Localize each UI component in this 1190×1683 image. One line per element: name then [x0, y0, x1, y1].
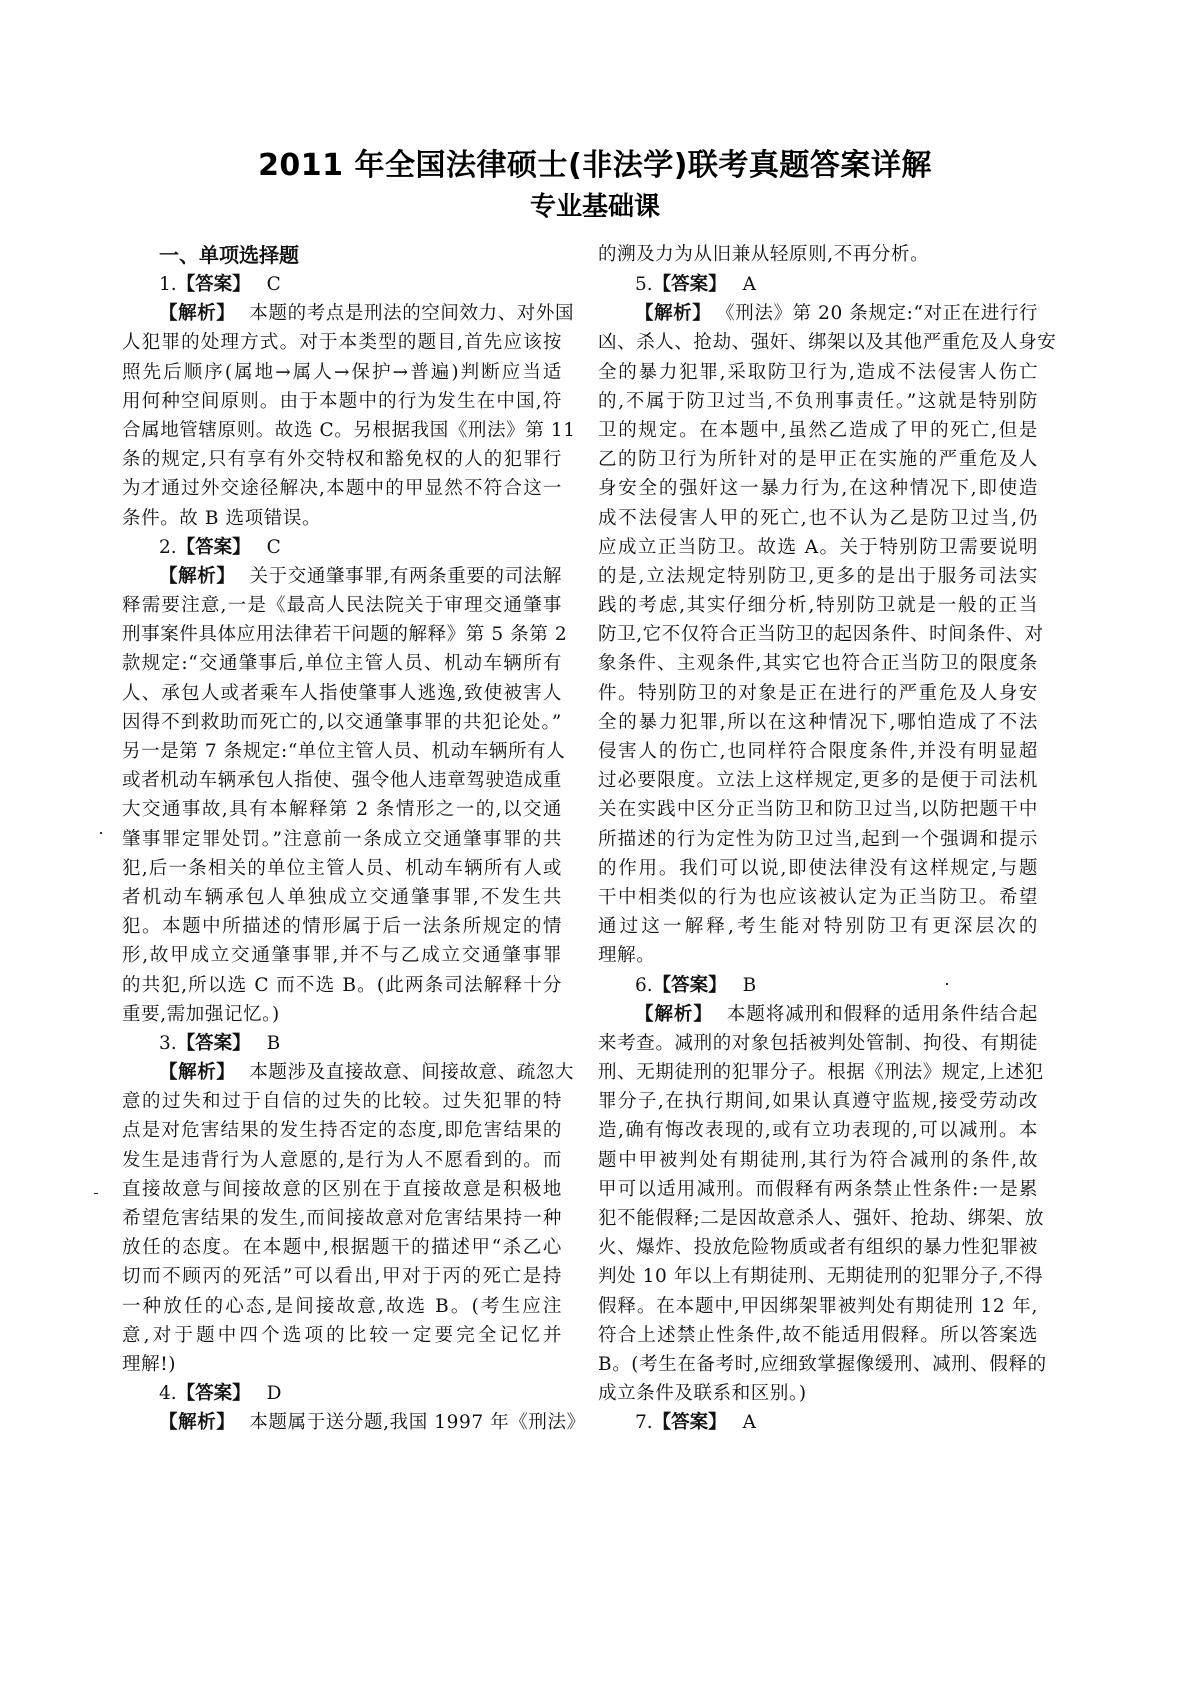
analysis-line: [122, 1058, 575, 1087]
paragraph-line: 甲可以适用减刑。而假释有两条禁止性条件:一是累: [598, 1178, 1038, 1200]
answer-line-q1: [122, 270, 562, 299]
paragraph-line: 件。特别防卫的对象是正在进行的严重危及人身安: [598, 682, 1038, 704]
question-number: 7.: [635, 1412, 653, 1434]
answer-line-q5: [598, 270, 1038, 299]
paragraph-line: 防卫,它不仅符合正当防卫的起因条件、时间条件、对: [598, 624, 1044, 646]
answer-label: 【答案】: [176, 1032, 251, 1054]
paragraph-line: 款规定:“交通肇事后,单位主管人员、机动车辆所有: [122, 653, 562, 675]
paragraph-line: 因得不到救助而死亡的,以交通肇事罪的共犯论处。”: [122, 711, 562, 733]
paragraph-line: 全的暴力犯罪,采取防卫行为,造成不法侵害人伤亡: [598, 361, 1038, 383]
paragraph-line: 人、承包人或者乘车人指使肇事人逃逸,致使被害人: [122, 682, 562, 704]
paragraph-line: 象条件、主观条件,其实它也符合正当防卫的限度条: [598, 653, 1038, 675]
paragraph-text: 本题涉及直接故意、间接故意、疏忽大: [249, 1062, 575, 1084]
paragraph-line: 犯,后一条相关的单位主管人员、机动车辆所有人或: [122, 857, 562, 879]
scan-speck: [100, 832, 102, 834]
paragraph-line: 卫的规定。在本题中,虽然乙造成了甲的死亡,但是: [598, 419, 1038, 441]
page-subtitle: 专业基础课: [529, 192, 660, 222]
paragraph-line: 理解!): [122, 1353, 177, 1375]
paragraph-line: 点是对危害结果的发生持否定的态度,即危害结果的: [122, 1120, 562, 1142]
paragraph-line: 符合上述禁止性条件,故不能适用假释。所以答案选: [598, 1324, 1038, 1346]
analysis-label: 【解析】: [159, 565, 236, 587]
analysis-label: 【解析】: [159, 303, 236, 325]
paragraph-line: 人犯罪的处理方式。对于本类型的题目,首先应该按: [122, 332, 562, 354]
paragraph-line: 条的规定,只有享有外交特权和豁免权的人的犯罪行: [122, 449, 562, 471]
left-column: [122, 240, 586, 1438]
analysis-label: 【解析】: [159, 1062, 236, 1084]
answer-line-q4: [122, 1379, 562, 1408]
answer-label: 【答案】: [652, 974, 727, 996]
paragraph-line: 形,故甲成立交通肇事罪,并不与乙成立交通肇事罪: [122, 945, 562, 967]
paragraph-line: 假释。在本题中,甲因绑架罪被判处有期徒刑 12 年,: [598, 1295, 1038, 1317]
right-column: [598, 240, 1057, 1438]
answer-line-q3: [122, 1029, 562, 1058]
paragraph-line: 大交通事故,具有本解释第 2 条情形之一的,以交通: [122, 799, 562, 821]
paragraph-line: 切而不顾丙的死活”可以看出,甲对于丙的死亡是持: [122, 1266, 562, 1288]
analysis-line: [122, 1408, 586, 1437]
answer-label: 【答案】: [176, 274, 251, 295]
paragraph-line: 或者机动车辆承包人指使、强令他人违章驾驶造成重: [122, 770, 562, 792]
analysis-label: 【解析】: [159, 1412, 236, 1434]
answer-value: B: [266, 1032, 281, 1054]
paragraph-line: 者机动车辆承包人单独成立交通肇事罪,不发生共: [122, 886, 562, 908]
question-number: 3.: [159, 1032, 177, 1054]
paragraph-line: 刑、无期徒刑的犯罪分子。根据《刑法》规定,上述犯: [598, 1062, 1044, 1084]
paragraph-text: 本题将减刑和假释的适用条件结合起: [726, 1003, 1038, 1025]
paragraph-line: 成立条件及联系和区别。): [598, 1383, 807, 1405]
paragraph-line: 火、爆炸、投放危险物质或者有组织的暴力性犯罪被: [598, 1237, 1038, 1259]
paragraph-line: 所描述的行为定性为防卫过当,起到一个强调和提示: [598, 828, 1038, 850]
answer-value: A: [742, 1412, 757, 1434]
paragraph-line: 犯不能假释;二是因故意杀人、强奸、抢劫、绑架、放: [598, 1208, 1045, 1229]
paragraph-text: 关于交通肇事罪,有两条重要的司法解: [249, 565, 562, 587]
paragraph-line: 肇事罪定罪处罚。”注意前一条成立交通肇事罪的共: [122, 828, 562, 850]
paragraph-line: 的作用。我们可以说,即使法律没有这样规定,与题: [598, 857, 1038, 879]
answer-value: C: [266, 274, 281, 295]
analysis-label: 【解析】: [635, 1003, 713, 1025]
paragraph-line: 重要,需加强记忆。): [122, 1003, 280, 1025]
answer-label: 【答案】: [176, 536, 251, 558]
paragraph-line: 干中相类似的行为也应该被认定为正当防卫。希望: [598, 886, 1038, 908]
paragraph-text: 《刑法》第 20 条规定:“对正在进行行: [725, 303, 1039, 325]
paragraph-line: 全的暴力犯罪,所以在这种情况下,哪怕造成了不法: [598, 711, 1038, 733]
analysis-label: 【解析】: [635, 303, 712, 325]
paragraph-line: 来考查。减刑的对象包括被判处管制、拘役、有期徒: [598, 1032, 1038, 1054]
paragraph-line: 意,对于题中四个选项的比较一定要完全记忆并: [122, 1324, 562, 1346]
question-number: 6.: [635, 974, 653, 996]
paragraph-line: 为才通过外交途径解决,本题中的甲显然不符合这一: [122, 478, 562, 500]
paragraph-line: 践的考虑,其实仔细分析,特别防卫就是一般的正当: [598, 595, 1038, 617]
page-title: 2011 年全国法律硕士(非法学)联考真题答案详解: [258, 148, 932, 183]
paragraph-line: 的溯及力为从旧兼从轻原则,不再分析。: [598, 244, 930, 265]
paragraph-line: 的是,立法规定特别防卫,更多的是出于服务司法实: [598, 565, 1038, 587]
paragraph-text: 本题属于送分题,我国 1997 年《刑法》: [249, 1412, 586, 1434]
paragraph-line: 乙的防卫行为所针对的是甲正在实施的严重危及人: [598, 449, 1038, 471]
question-number: 4.: [159, 1383, 177, 1405]
analysis-line: [122, 299, 575, 328]
answer-value: C: [266, 536, 281, 558]
scan-speck: [946, 983, 948, 985]
paragraph-line: 希望危害结果的发生,而间接故意对危害结果持一种: [122, 1208, 562, 1229]
paragraph-line: 另一是第 7 条规定:“单位主管人员、机动车辆所有人: [122, 741, 566, 762]
paragraph-line: 放任的态度。在本题中,根据题干的描述甲“杀乙心: [122, 1237, 562, 1259]
paragraph-line: 身安全的强奸这一暴力行为,在这种情况下,即使造: [598, 478, 1038, 500]
paragraph-line: 凶、杀人、抢劫、强奸、绑架以及其他严重危及人身安: [598, 332, 1057, 354]
answer-value: A: [742, 274, 757, 295]
paragraph-line: 通过这一解释,考生能对特别防卫有更深层次的: [598, 916, 1038, 938]
answer-value: D: [266, 1383, 282, 1405]
answer-label: 【答案】: [652, 274, 727, 295]
paragraph-line: 一种放任的心态,是间接故意,故选 B。(考生应注: [122, 1295, 562, 1317]
analysis-line: [122, 562, 562, 591]
analysis-line: [598, 299, 1038, 328]
answer-value: B: [742, 974, 757, 996]
paragraph-line: 侵害人的伤亡,也同样符合限度条件,并没有明显超: [598, 741, 1038, 762]
paragraph-line: 合属地管辖原则。故选 C。另根据我国《刑法》第 11: [122, 419, 576, 441]
paragraph-line: 应成立正当防卫。故选 A。关于特别防卫需要说明: [598, 536, 1038, 558]
paragraph-line: 意的过失和过于自信的过失的比较。过失犯罪的特: [122, 1091, 562, 1113]
paragraph-line: 的共犯,所以选 C 而不选 B。(此两条司法解释十分: [122, 974, 562, 996]
answer-line-q7: [598, 1408, 1038, 1437]
paragraph-line: 发生是违背行为人意愿的,是行为人不愿看到的。而: [122, 1149, 562, 1171]
paragraph-line: B。(考生在备考时,应细致掌握像缓刑、减刑、假释的: [598, 1353, 1047, 1375]
paragraph-line: 题中甲被判处有期徒刑,其行为符合减刑的条件,故: [598, 1149, 1038, 1171]
scan-speck: [94, 1193, 98, 1194]
paragraph-line: 罪分子,在执行期间,如果认真遵守监规,接受劳动改: [598, 1091, 1038, 1113]
paragraph-line: 用何种空间原则。由于本题中的行为发生在中国,符: [122, 390, 562, 412]
paragraph-line: 照先后顺序(属地→属人→保护→普遍)判断应当适: [122, 361, 562, 383]
paragraph-line: 刑事案件具体应用法律若干问题的解释》第 5 条第 2: [122, 624, 568, 646]
answer-line-q2: [122, 533, 562, 562]
paragraph-line: 犯。本题中所描述的情形属于后一法条所规定的情: [122, 916, 562, 938]
paragraph-line: 关在实践中区分正当防卫和防卫过当,以防把题干中: [598, 799, 1038, 821]
paragraph-line: 成不法侵害人甲的死亡,也不认为乙是防卫过当,仍: [598, 507, 1038, 529]
question-number: 2.: [159, 536, 177, 558]
paragraph-line: 造,确有悔改表现的,或有立功表现的,可以减刑。本: [598, 1120, 1038, 1142]
answer-label: 【答案】: [176, 1383, 251, 1405]
paragraph-line: 理解。: [598, 945, 656, 967]
paragraph-line: 判处 10 年以上有期徒刑、无期徒刑的犯罪分子,不得: [598, 1266, 1044, 1288]
section-heading: 一、单项选择题: [159, 243, 299, 267]
question-number: 5.: [635, 274, 653, 295]
analysis-line: [598, 1000, 1038, 1029]
answer-label: 【答案】: [652, 1412, 727, 1434]
paragraph-line: 条件。故 B 选项错误。: [122, 507, 322, 529]
paragraph-line: 释需要注意,一是《最高人民法院关于审理交通肇事: [122, 595, 562, 617]
question-number: 1.: [159, 274, 177, 295]
paragraph-line: 过必要限度。立法上这样规定,更多的是便于司法机: [598, 770, 1038, 792]
paragraph-line: 的,不属于防卫过当,不负刑事责任。”这就是特别防: [598, 390, 1038, 412]
paragraph-text: 本题的考点是刑法的空间效力、对外国: [249, 303, 575, 325]
paragraph-line: 直接故意与间接故意的区别在于直接故意是积极地: [122, 1178, 562, 1200]
answer-line-q6: [598, 971, 1038, 1000]
